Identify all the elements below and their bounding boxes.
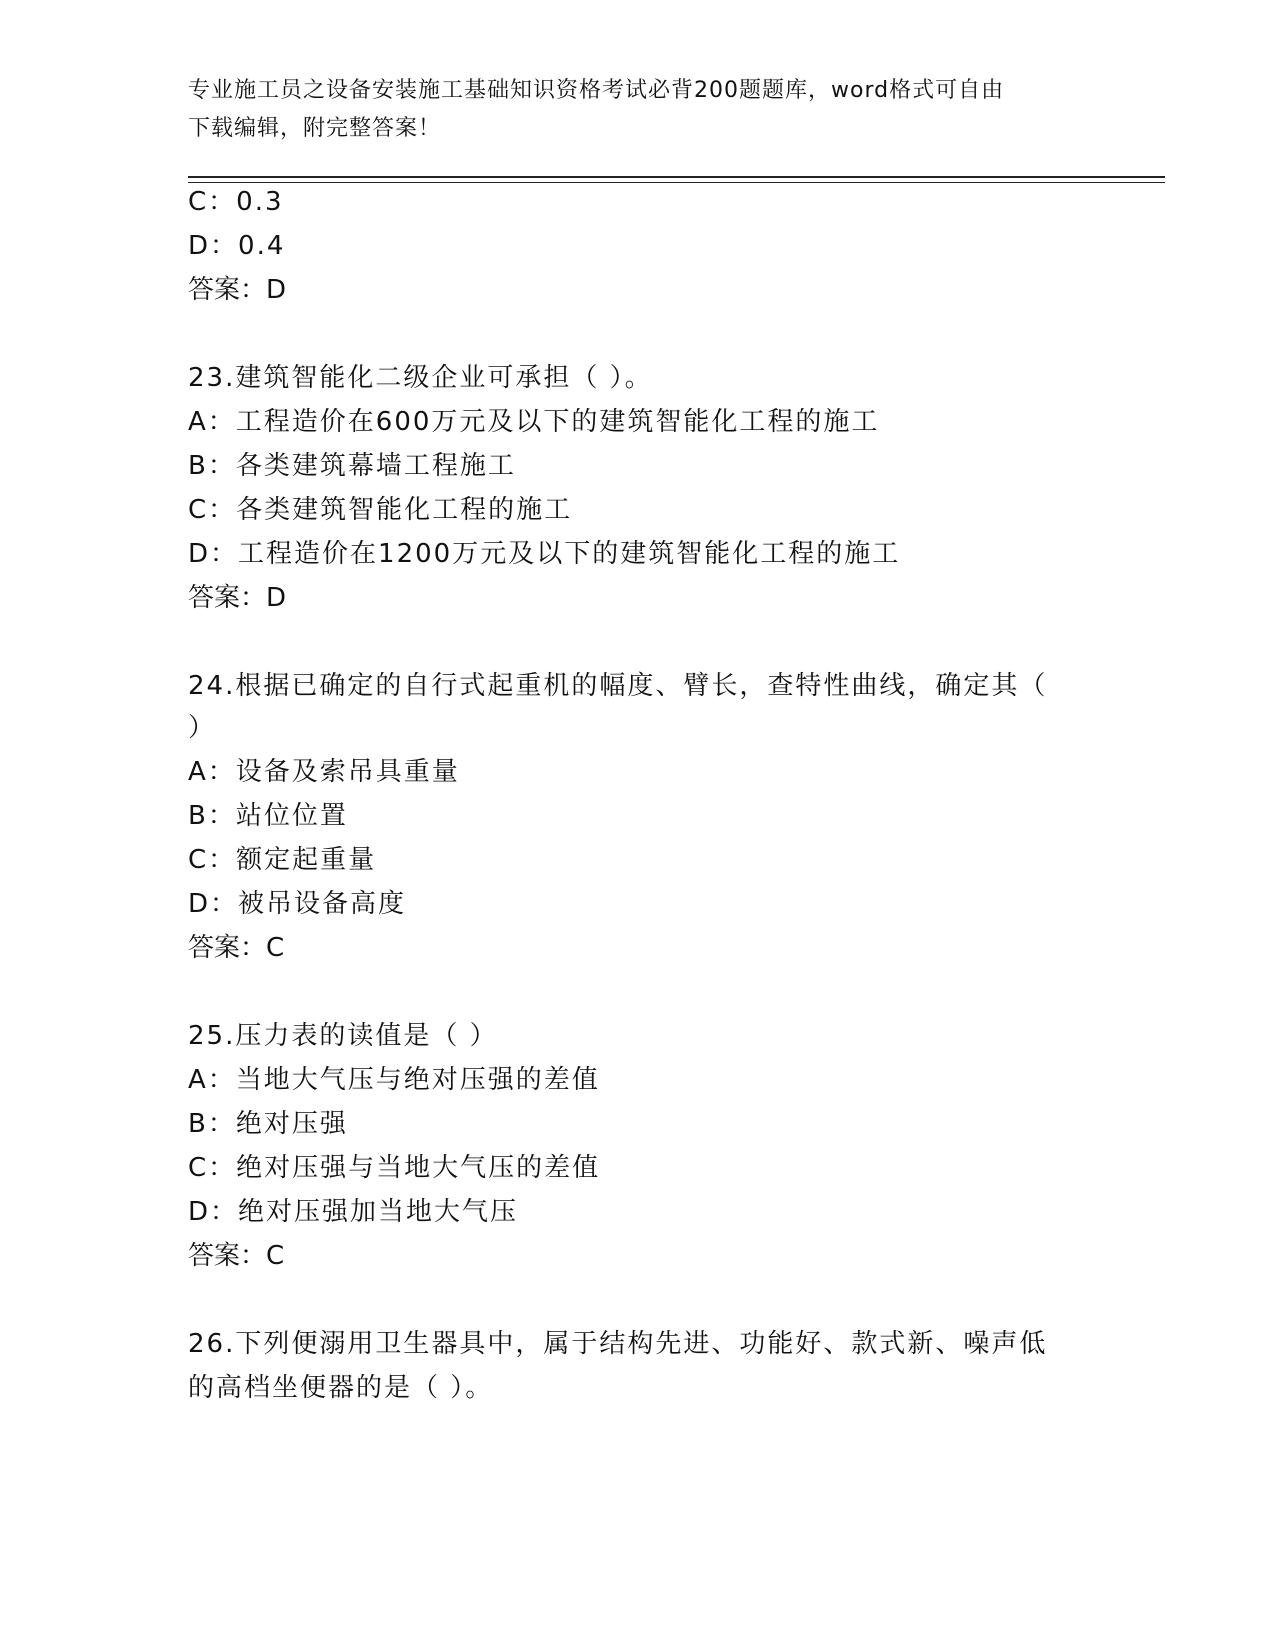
question-26-continued: 的高档坐便器的是（ ）。 xyxy=(188,1373,494,1403)
document-header xyxy=(188,72,1088,148)
option-d-q23: D：工程造价在1200万元及以下的建筑智能化工程的施工 xyxy=(188,539,901,569)
option-a-q23: A：工程造价在600万元及以下的建筑智能化工程的施工 xyxy=(188,407,880,437)
answer-q25: 答案：C xyxy=(188,1241,285,1271)
option-d-q24: D：被吊设备高度 xyxy=(188,889,407,919)
option-c-q22: C：0.3 xyxy=(188,187,284,217)
header-line-2: 下载编辑，附完整答案！ xyxy=(188,116,442,141)
question-24: 24.根据已确定的自行式起重机的幅度、臂长，查特性曲线，确定其（ xyxy=(188,671,1048,701)
question-24-continued: ） xyxy=(188,713,217,743)
answer-q23: 答案：D xyxy=(188,583,287,613)
question-26: 26.下列便溺用卫生器具中，属于结构先进、功能好、款式新、噪声低 xyxy=(188,1329,1048,1359)
question-25: 25.压力表的读值是（ ） xyxy=(188,1021,498,1051)
option-a-q25: A：当地大气压与绝对压强的差值 xyxy=(188,1065,600,1095)
option-b-q23: B：各类建筑幕墙工程施工 xyxy=(188,451,516,481)
option-c-q23: C：各类建筑智能化工程的施工 xyxy=(188,495,573,525)
question-23: 23.建筑智能化二级企业可承担（ ）。 xyxy=(188,363,653,393)
header-line-1: 专业施工员之设备安装施工基础知识资格考试必背200题题库，word格式可自由 xyxy=(188,78,1005,103)
answer-q22: 答案：D xyxy=(188,275,287,305)
answer-q24: 答案：C xyxy=(188,933,285,963)
header-divider-thick xyxy=(188,176,1165,178)
option-a-q24: A：设备及索吊具重量 xyxy=(188,757,460,787)
option-c-q25: C：绝对压强与当地大气压的差值 xyxy=(188,1153,601,1183)
option-b-q25: B：绝对压强 xyxy=(188,1109,348,1139)
option-d-q25: D：绝对压强加当地大气压 xyxy=(188,1197,519,1227)
option-b-q24: B：站位位置 xyxy=(188,801,348,831)
option-c-q24: C：额定起重量 xyxy=(188,845,377,875)
option-d-q22: D：0.4 xyxy=(188,231,286,261)
header-divider-thin xyxy=(188,182,1165,183)
